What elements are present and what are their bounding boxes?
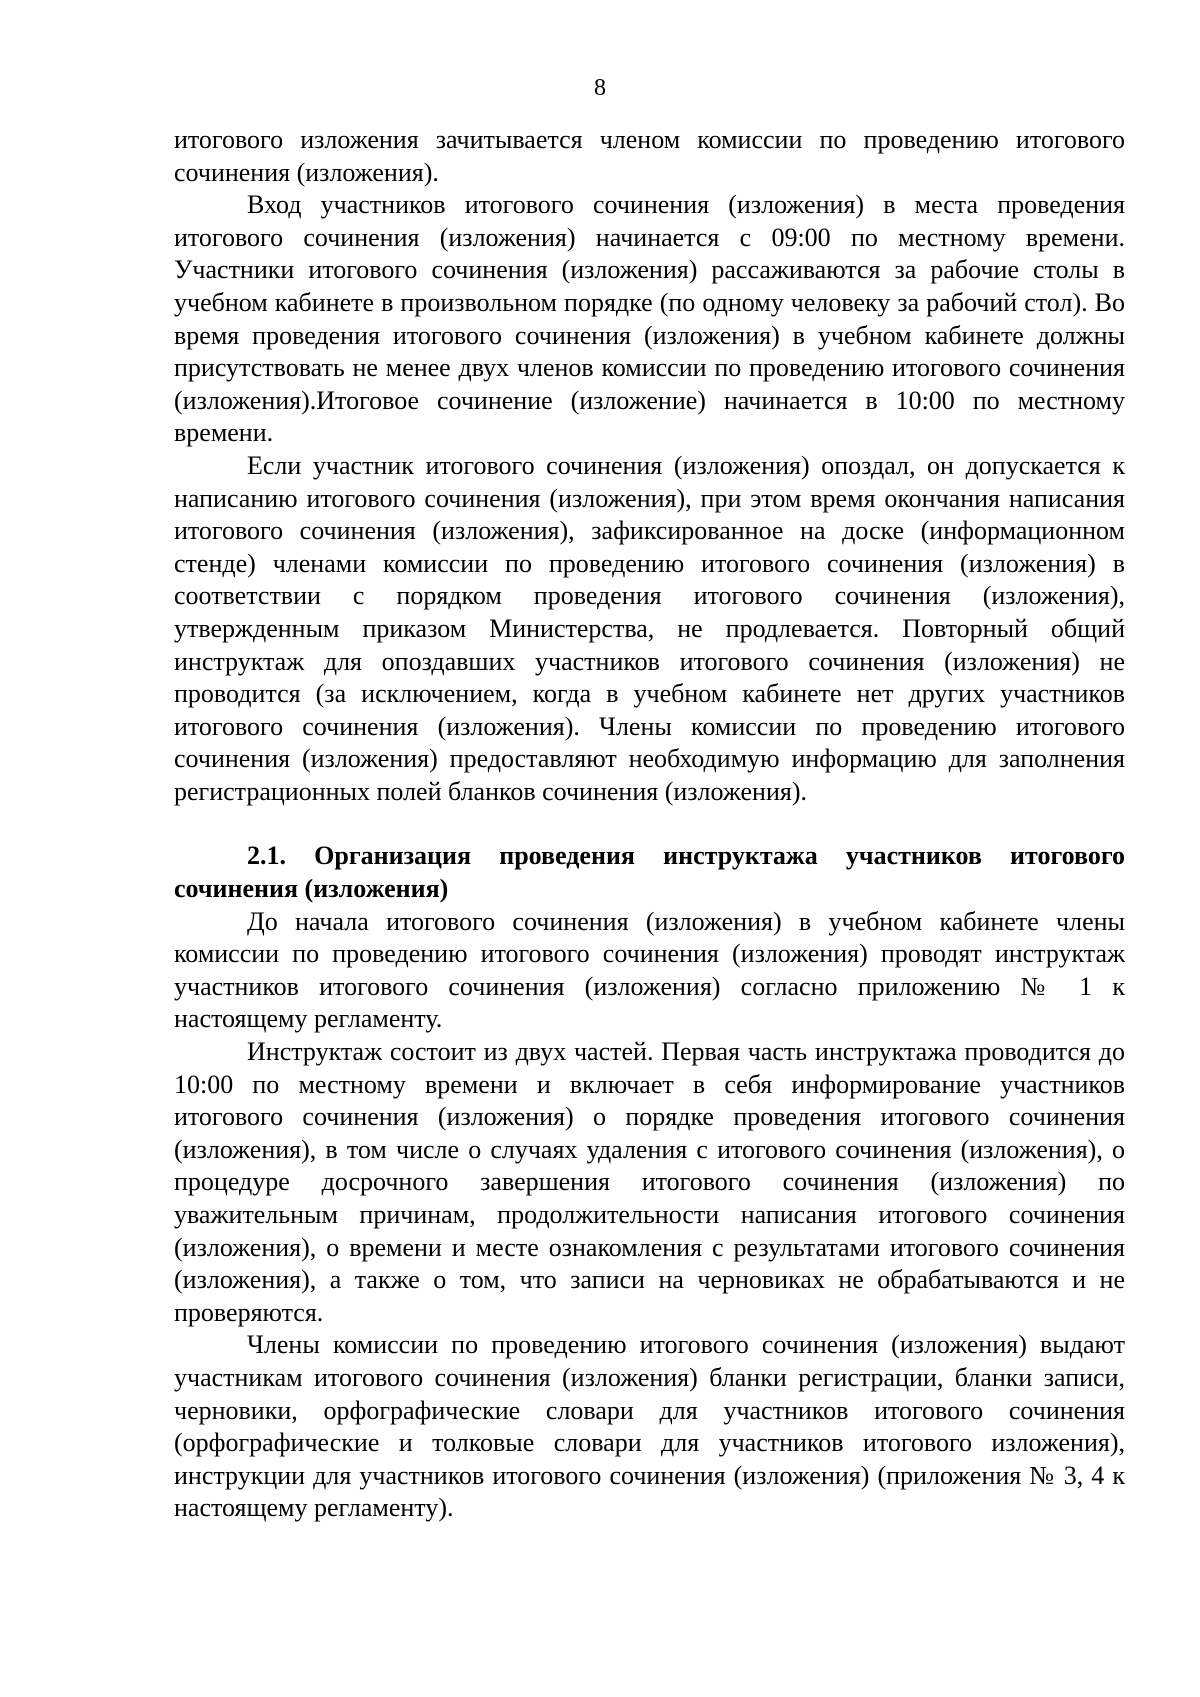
paragraph-continuation: итогового изложения зачитывается членом комиссии по проведению итогового сочинения (изложения). [174,125,1125,187]
page-number: 8 [594,75,606,101]
paragraph-briefing-intro: До начала итогового сочинения (изложения) в учебном кабинете члены комиссии по проведению итогового сочинения (изложения) проводят инструктаж участников итогового сочинения (изложения) согласно приложению № 1 к настоящему регламенту. [174,906,1125,1034]
document-body [174,124,1125,1525]
paragraph-late-participant: Если участник итогового сочинения (изложения) опоздал, он допускается к написанию итогового сочинения (изложения), при этом время окончания написания итогового сочинения (изложения), зафиксированное на доске (информационном стенде) членами комиссии по проведению итогового сочинения (изложения) в соответствии с порядком проведения итогового сочинения (изложения), утвержденным приказом Министерства, не продлевается. Повторный общий инструктаж для опоздавших участников итогового сочинения (изложения) не проводится (за исключением, когда в учебном кабинете нет других участников итогового сочинения (изложения). Члены комиссии по проведению итогового сочинения (изложения) предоставляют необходимую информацию для заполнения регистрационных полей бланков сочинения (изложения). [174,450,1125,806]
section-heading: 2.1. Организация проведения инструктажа участников итогового сочинения (изложения) [174,841,1125,904]
paragraph-materials-issued: Члены комиссии по проведению итогового сочинения (изложения) выдают участникам итогового сочинения (изложения) бланки регистрации, бланки записи, черновики, орфографические словари для участников итогового сочинения (орфографические и толковые словари для участников итогового изложения), инструкции для участников итогового сочинения (изложения) (приложения № 3, 4 к настоящему регламенту). [174,1330,1125,1523]
paragraph-entry-of-participants: Вход участников итогового сочинения (изложения) в места проведения итогового сочинения (изложения) начинается с 09:00 по местному времени. Участники итогового сочинения (изложения) рассаживаются за рабочие столы в учебном кабинете в произвольном порядке (по одному человеку за рабочий стол). Во время проведения итогового сочинения (изложения) в учебном кабинете должны присутствовать не менее двух членов комиссии по проведению итогового сочинения (изложения).Итоговое сочинение (изложение) начинается в 10:00 по местному времени. [174,190,1125,448]
paragraph-briefing-parts: Инструктаж состоит из двух частей. Первая часть инструктажа проводится до 10:00 по местному времени и включает в себя информирование участников итогового сочинения (изложения) о порядке проведения итогового сочинения (изложения), в том числе о случаях удаления с итогового сочинения (изложения), о процедуре досрочного завершения итогового сочинения (изложения) по уважительным причинам, продолжительности написания итогового сочинения (изложения), о времени и месте ознакомления с результатами итогового сочинения (изложения), а также о том, что записи на черновиках не обрабатываются и не проверяются. [174,1037,1125,1327]
